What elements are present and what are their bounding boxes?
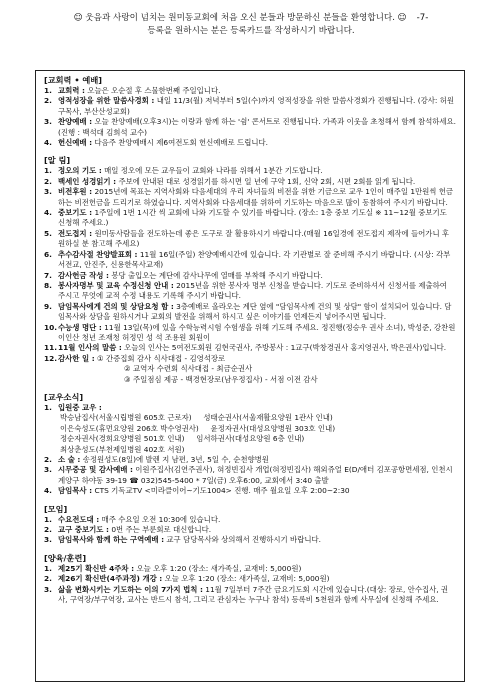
list-item: 4. 중보기도 : 1주일에 1번 1시간 씩 교회에 나와 기도할 수 있기를 바랍니다. (장소: 1층 중보 기도실 ※ 11~12월 중보기도 신청해 주세요.): [44, 208, 447, 228]
section-title-meetings: [모임]: [44, 503, 68, 514]
list-item: 1. 제25기 확신반 4주차 : 오늘 오후 1:20 (장소: 새가족실, 교재비: 5,000원): [44, 563, 302, 573]
welcome-line: [22, 12, 480, 25]
list-item: 5. 전도접지 : 원미동사람들을 전도하는데 좋은 도구로 잘 활용하시기 바랍니다.(매월 16일경에 전도접지 제작에 들어가니 후원하실 분 참고해 주세요): [44, 228, 450, 249]
list-item: 3. 담임목사와 함께 하는 구역예배 : 교구 담당목사와 상의해서 진행하시기 바랍니다.: [44, 535, 321, 545]
list-item: 2. 소 술 : 송정원성도(8일)에 발렌 지 남편, 3년, 5일 수, 순천향병원: [44, 455, 269, 464]
announcement-box: [35, 70, 465, 682]
hospital-line: 정순자권사(경희요양병원 501호 인내) 임서하권사(대성요양원 6층 인내): [60, 434, 305, 444]
list-item: 6. 추수감사절 찬양발표회 : 11월 16일(주일) 찬양예배시간에 있습니다. 각 기관별로 잘 준비해 주시기 바랍니다. (시상: 각부서전교, 안진주, 신용한목사교재): [44, 249, 451, 270]
thanks-line: ③ 주일점심 제공 - 백경현장로(남우정집사) - 서점 이전 감사: [124, 374, 318, 384]
section-title-worship: [교회력 • 예배]: [44, 75, 102, 85]
header: [22, 12, 480, 37]
list-item: 7. 감사헌금 작성 : 봉당 출입오는 계단에 감사나무에 열매를 부착해 주시기 바랍니다.: [44, 270, 323, 280]
page-number: -7-: [416, 13, 429, 23]
list-item: 1. 교회력 : 오늘은 오순절 후 스물한번째 주일입니다.: [44, 86, 221, 95]
welcome-text: ☺ 웃음과 사랑이 넘치는 원미동교회에 처음 오신 분들과 방문하신 분들을 환영합니다. ☺: [73, 13, 407, 23]
list-item: 3. 삶을 변화시키는 기도하는 이의 7가지 법칙 : 11월 7일부터 7주간 금요기도회 시간에 있습니다.(대상: 장로, 안수집사, 권사, 구역장/부구역장, 교사는 반드시 참석, 그리고 관심자는 누구나 참석) 등록비 5천원과 함께 사무실에 신청해 주세요.: [44, 584, 449, 605]
list-item: 3. 찬양예배 : 오늘 찬양예배(오후3시)는 이랑과 함께 하는 '쉼' 콘서트로 진행됩니다. 가족과 이웃을 초청해서 함께 참석하세요.(진행 : 백석대 김희석 교수): [44, 117, 457, 137]
list-item: 1. 수요전도대 : 매주 수요일 오전 10:30에 있습니다.: [44, 514, 221, 524]
hospital-line: 이은숙성도(휴먼요양원 206호 박수영권사) 윤정자권사(대성요양병원 303호 인내): [60, 423, 336, 433]
list-item: 4. 헌신예배 : 다음주 찬양예배시 제6여전도회 헌신예배로 드립니다.: [44, 138, 268, 148]
section-title-members: [교우소식]: [44, 391, 84, 402]
list-item: 9. 담임목사에게 건의 및 상담요청 함 : 3층예배로 올라오는 계단 옆에 "담임목사께 건의 및 상담" 함이 설치되어 있습니다. 담임목사와 상담을 원하시거나 교회의 발전을 위해서 하시고 싶은 이야기를 언제든지 넣어주시면 됩니다.: [44, 301, 452, 322]
list-item: 2. 제26기 확신반(4주과정) 개강 : 오늘 오후 1:20 (장소: 새가족실, 교재비: 5,000원): [44, 574, 330, 584]
section-title-training: [양육/훈련]: [44, 552, 87, 563]
list-item: 1. 정오의 기도 : 매일 정오에 모든 교우들이 교회와 나라를 위해서 1분간 기도합니다.: [44, 166, 323, 176]
register-line: 등록을 원하시는 분은 등록카드를 작성하시기 바랍니다.: [147, 25, 355, 36]
thanks-line: ② 교역자 수련회 식사대접 - 최금순권사: [124, 364, 253, 374]
list-item: 8. 봉사자명부 및 교육 수정신청 안내 : 2015년을 위한 봉사자 명부 신청을 받습니다. 기도로 준비하셔서 신청서를 제출하여 주시고 무엇에 교적 수정 내용도 기록해 주시기 바랍니다.: [44, 280, 447, 301]
hospital-line: 박승남집사(서울시립병원 605호 근로자) 성태순권사(서울재활요양원 1관사 인내): [60, 413, 333, 423]
list-item: 11. 11월 인사의 말씀 : 오늘의 인사는 5여전도회원 김현국권사, 주방봉사 : 1교구(박창경권사 홍지영권사, 박은권사)입니다.: [44, 343, 447, 353]
list-item: 2. 교구 중보기도 : 0번 주는 부룬회로 대신합니다.: [44, 525, 212, 535]
list-item: 4. 담임목사 : CTS 기독교TV <미라클이어~기도1004> 진행. 매주 월요일 오후 2:00~2:30: [44, 486, 350, 496]
hospital-line: 최상춘성도(부천제일병원 402호 서원): [60, 444, 185, 454]
list-item: 2. 백세인 성경읽기 : 주보에 안내된 대로 성경읽기를 하시면 일 년에 구약 1회, 신약 2회, 시편 2회를 읽게 됩니다.: [44, 176, 416, 186]
list-item: 10. 수능생 명단 : 11월 13일(목)에 있을 수학능력시험 수험생을 위해 기도해 주세요. 정진행(정승우 권사 소녀), 박성준, 강찬원 이인산 청년 조재청 허정민 성 석 조용원 회원이: [44, 322, 456, 342]
list-item: 3. 시무중공 및 감사예배 : 이원주집사(김연주권사), 혀정빈집사 개업(혀정빈집사) 해외쥬얼 E(D/애터 김포공항면세점, 인천시 계양구 하야동 39-19 ☎ 032)545-5400 * 7일(금) 오후6:00, 교회에서 3:40 출발: [44, 465, 453, 485]
list-item: 2. 영적성장을 위한 말씀사경회 : 내일 11/3(월) 저녁부터 5일(수)까지 영적성장을 위한 말씀사경회가 진행됩니다. (강사: 허원구목사, 부산산성교회): [44, 96, 455, 116]
list-item: 3. 비전후원 : 2015년에 목표는 지역사회와 다음세대의 우리 자녀들의 비전을 위한 기금으로 교우 1인이 매주일 1만원씩 헌금하는 비전헌금을 드리기로 하였습니다. 지역사회와 다음세대를 위하여 기도하는 마음으로 많이 동참하여 주시기 바랍니다.: [44, 187, 454, 207]
section-title-notices: [알 림]: [44, 155, 71, 166]
list-item: 12. 감사한 일 : ① 간증집회 감사 식사대접 - 김영석장로: [44, 353, 226, 363]
list-item: 1. 입원중 교우 :: [44, 402, 102, 412]
